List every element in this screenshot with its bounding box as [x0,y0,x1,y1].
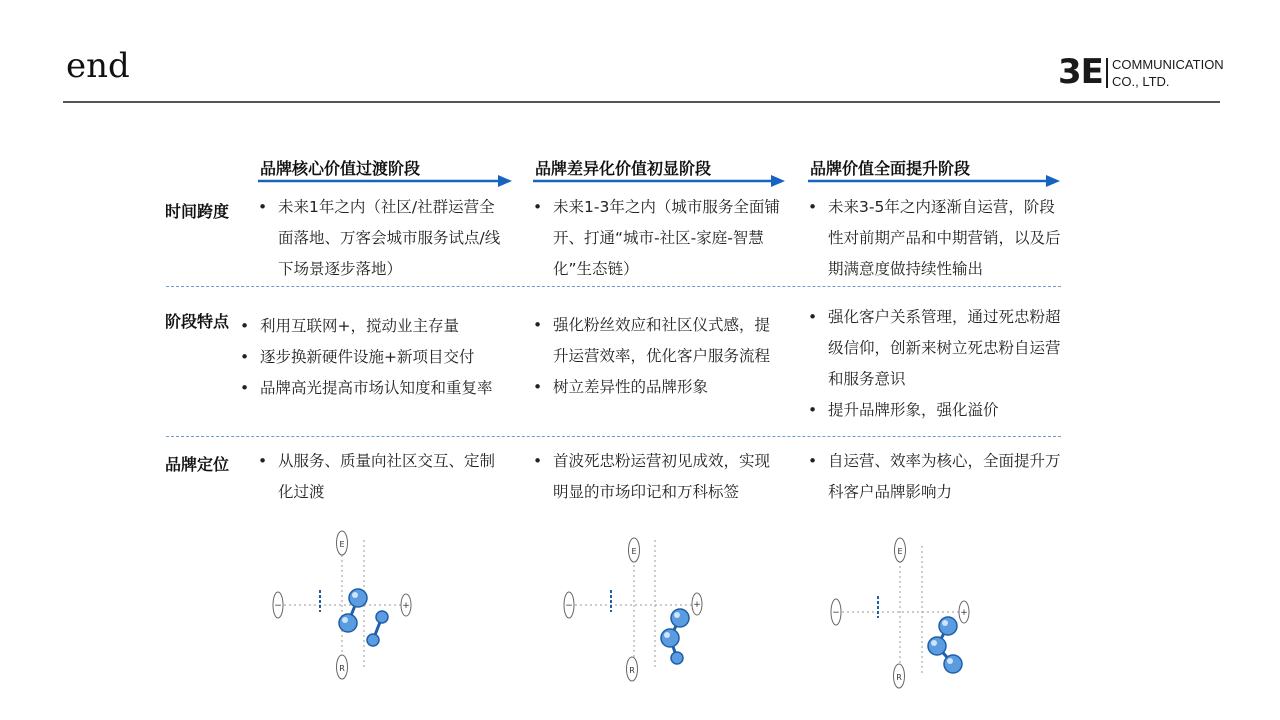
positioning-cell-3 [808,446,1064,508]
phase-arrow [533,174,789,188]
phase-arrow [808,174,1064,188]
list-item: • 首波死忠粉运营初见成效，实现明显的市场印记和万科标签 [533,446,785,508]
list-item: • 提升品牌形象，强化溢价 [808,395,1070,426]
row-label-positioning: 品牌定位 [165,455,230,474]
positioning-cell-2 [533,446,785,508]
logo-line-2: CO., LTD. [1112,74,1170,89]
row-label-traits: 阶段特点 [165,312,230,331]
row-label-time: 时间跨度 [165,202,230,221]
phase-header-2 [533,156,787,188]
logo-text [1112,56,1224,90]
company-logo [1058,54,1228,94]
phase-title: 品牌核心价值过渡阶段 [260,159,421,178]
list-item: • 从服务、质量向社区交互、定制化过渡 [258,446,510,508]
list-item: • 强化客户关系管理，通过死忠粉超级信仰，创新来树立死忠粉自运营和服务意识 [808,302,1070,395]
axis-label-plus: + [693,600,701,610]
axis-label-e: E [631,547,637,556]
axis-label-e: E [339,540,345,549]
axis-label-plus: + [960,608,968,618]
phase-arrow [258,174,514,188]
positioning-cell-1 [258,446,510,508]
list-item: • 自运营、效率为核心，全面提升万科客户品牌影响力 [808,446,1064,508]
phase-header-3 [808,156,1062,188]
axis-label-minus: − [565,601,573,611]
time-cell-2 [533,192,785,285]
row-divider-1 [166,286,1061,287]
axis-label-r: R [896,673,902,682]
list-item: • 树立差异性的品牌形象 [533,372,785,403]
list-item: • 品牌高光提高市场认知度和重复率 [240,373,525,404]
header-rule [63,101,1220,103]
time-cell-1 [258,192,510,285]
phase-title: 品牌差异化价值初显阶段 [535,159,712,178]
list-item: • 强化粉丝效应和社区仪式感，提升运营效率，优化客户服务流程 [533,310,785,372]
axis-label-plus: + [402,601,410,611]
list-item: • 未来1-3年之内（城市服务全面铺开、打通“城市-社区-家庭-智慧化”生态链） [533,192,785,285]
axis-diagram-2 [553,528,713,688]
time-cell-3 [808,192,1064,285]
axis-label-r: R [629,666,635,675]
logo-mark: 3E [1058,52,1103,92]
axis-diagram-1 [262,528,422,688]
traits-cell-1 [240,311,525,404]
traits-cell-3 [808,302,1070,426]
axis-label-r: R [339,664,345,673]
phase-header-1 [258,156,512,188]
axis-diagram-3 [820,530,990,695]
row-divider-2 [166,436,1061,437]
list-item: • 逐步换新硬件设施+新项目交付 [240,342,525,373]
phase-title: 品牌价值全面提升阶段 [810,159,971,178]
logo-separator [1106,58,1108,88]
axis-label-minus: − [274,601,282,611]
list-item: • 利用互联网+，搅动业主存量 [240,311,525,342]
logo-line-1: COMMUNICATION [1112,57,1224,72]
axis-label-minus: − [832,608,840,618]
list-item: • 未来3-5年之内逐渐自运营，阶段性对前期产品和中期营销，以及后期满意度做持续性输出 [808,192,1064,285]
slide-title: end [66,46,130,86]
list-item: • 未来1年之内（社区/社群运营全面落地、万客会城市服务试点/线下场景逐步落地） [258,192,510,285]
traits-cell-2 [533,310,785,403]
axis-label-e: E [897,547,903,556]
